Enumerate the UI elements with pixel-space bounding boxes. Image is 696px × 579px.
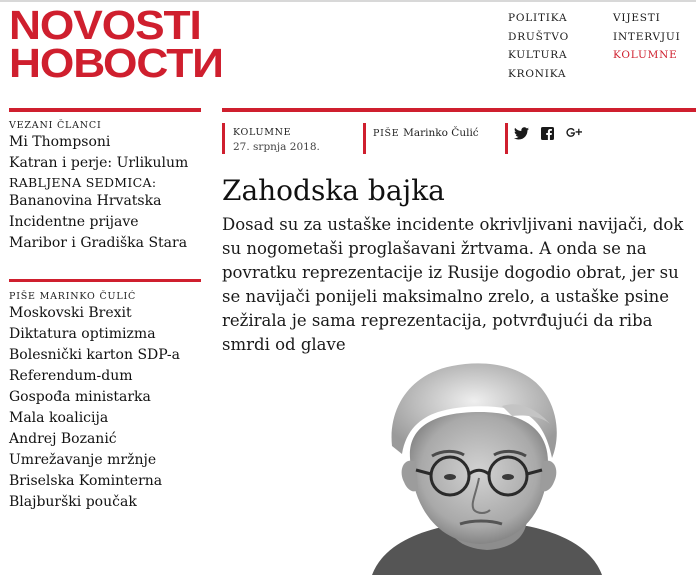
meta-divider <box>363 123 366 154</box>
series-caption: RABLJENA SEDMICA: <box>9 175 157 190</box>
author-heading: PIŠE MARINKO ČULIĆ <box>9 291 137 302</box>
author-article-link[interactable]: Bolesnički karton SDP-a <box>9 347 181 363</box>
author-articles <box>9 290 201 513</box>
related-articles <box>9 119 201 254</box>
share-bar <box>514 125 582 141</box>
article-title: Zahodska bajka <box>222 174 445 207</box>
author-prefix: PIŠE <box>373 128 400 139</box>
author-line <box>373 127 479 139</box>
author-portrait <box>352 358 612 575</box>
series-link[interactable]: Maribor i Gradiška Stara <box>9 235 188 251</box>
main-nav-col2 <box>613 9 681 65</box>
meta-divider <box>222 123 225 154</box>
nav-kolumne[interactable]: KOLUMNE <box>613 49 678 61</box>
sidebar-top-rule <box>9 108 201 112</box>
nav-politika[interactable]: POLITIKA <box>508 12 568 24</box>
author-article-link[interactable]: Moskovski Brexit <box>9 305 132 321</box>
nav-vijesti[interactable]: VIJESTI <box>613 12 661 24</box>
article-lead: Dosad su za ustaške incidente okrivljivani navijači, dok su nogometaši proglašavani žrtvama. A onda se na povratku reprezentacije iz Rusije dogodio obrat, jer su se navijači ponijeli maksimalno zrelo, a ustaške psine režirala je sama reprezentacija, potvrđujući da riba smrdi od glave <box>222 215 684 354</box>
site-logo[interactable] <box>9 2 223 86</box>
logo-cyrillic: НОВОСТИ <box>9 40 223 86</box>
author-article-link[interactable]: Briselska Kominterna <box>9 473 163 489</box>
author-article-link[interactable]: Andrej Bozanić <box>9 431 117 447</box>
series-link[interactable]: Incidentne prijave <box>9 214 139 230</box>
article-date: 27. srpnja 2018. <box>233 141 320 153</box>
nav-kronika[interactable]: KRONIKA <box>508 67 567 80</box>
facebook-icon[interactable] <box>541 127 554 140</box>
sidebar-author-rule <box>9 279 201 282</box>
author-article-link[interactable]: Mala koalicija <box>9 410 109 426</box>
author-article-link[interactable]: Gospođa ministarka <box>9 389 151 405</box>
google-plus-icon[interactable] <box>566 126 582 140</box>
author-article-link[interactable]: Diktatura optimizma <box>9 326 156 342</box>
logo-latin: NOVOSTI <box>9 2 201 48</box>
article-top-rule <box>222 108 696 112</box>
author-article-link[interactable]: Referendum-dum <box>9 368 133 384</box>
series-link[interactable]: Bananovina Hrvatska <box>9 193 162 209</box>
author-article-link[interactable]: Blajburški poučak <box>9 494 137 510</box>
nav-kultura[interactable]: KULTURA <box>508 49 568 61</box>
main-nav-col1 <box>508 9 569 83</box>
related-heading: VEZANI ČLANCI <box>9 120 102 131</box>
section-label[interactable]: KOLUMNE <box>233 127 292 138</box>
author-link[interactable]: Marinko Čulić <box>403 127 479 139</box>
meta-divider <box>505 123 508 154</box>
nav-drustvo[interactable]: DRUŠTVO <box>508 30 569 43</box>
related-link[interactable]: Mi Thompsoni <box>9 134 111 150</box>
nav-intervjui[interactable]: INTERVJUI <box>613 30 681 43</box>
author-article-link[interactable]: Umrežavanje mržnje <box>9 452 157 468</box>
twitter-icon[interactable] <box>514 127 529 140</box>
related-link[interactable]: Katran i perje: Urlikulum <box>9 155 189 171</box>
